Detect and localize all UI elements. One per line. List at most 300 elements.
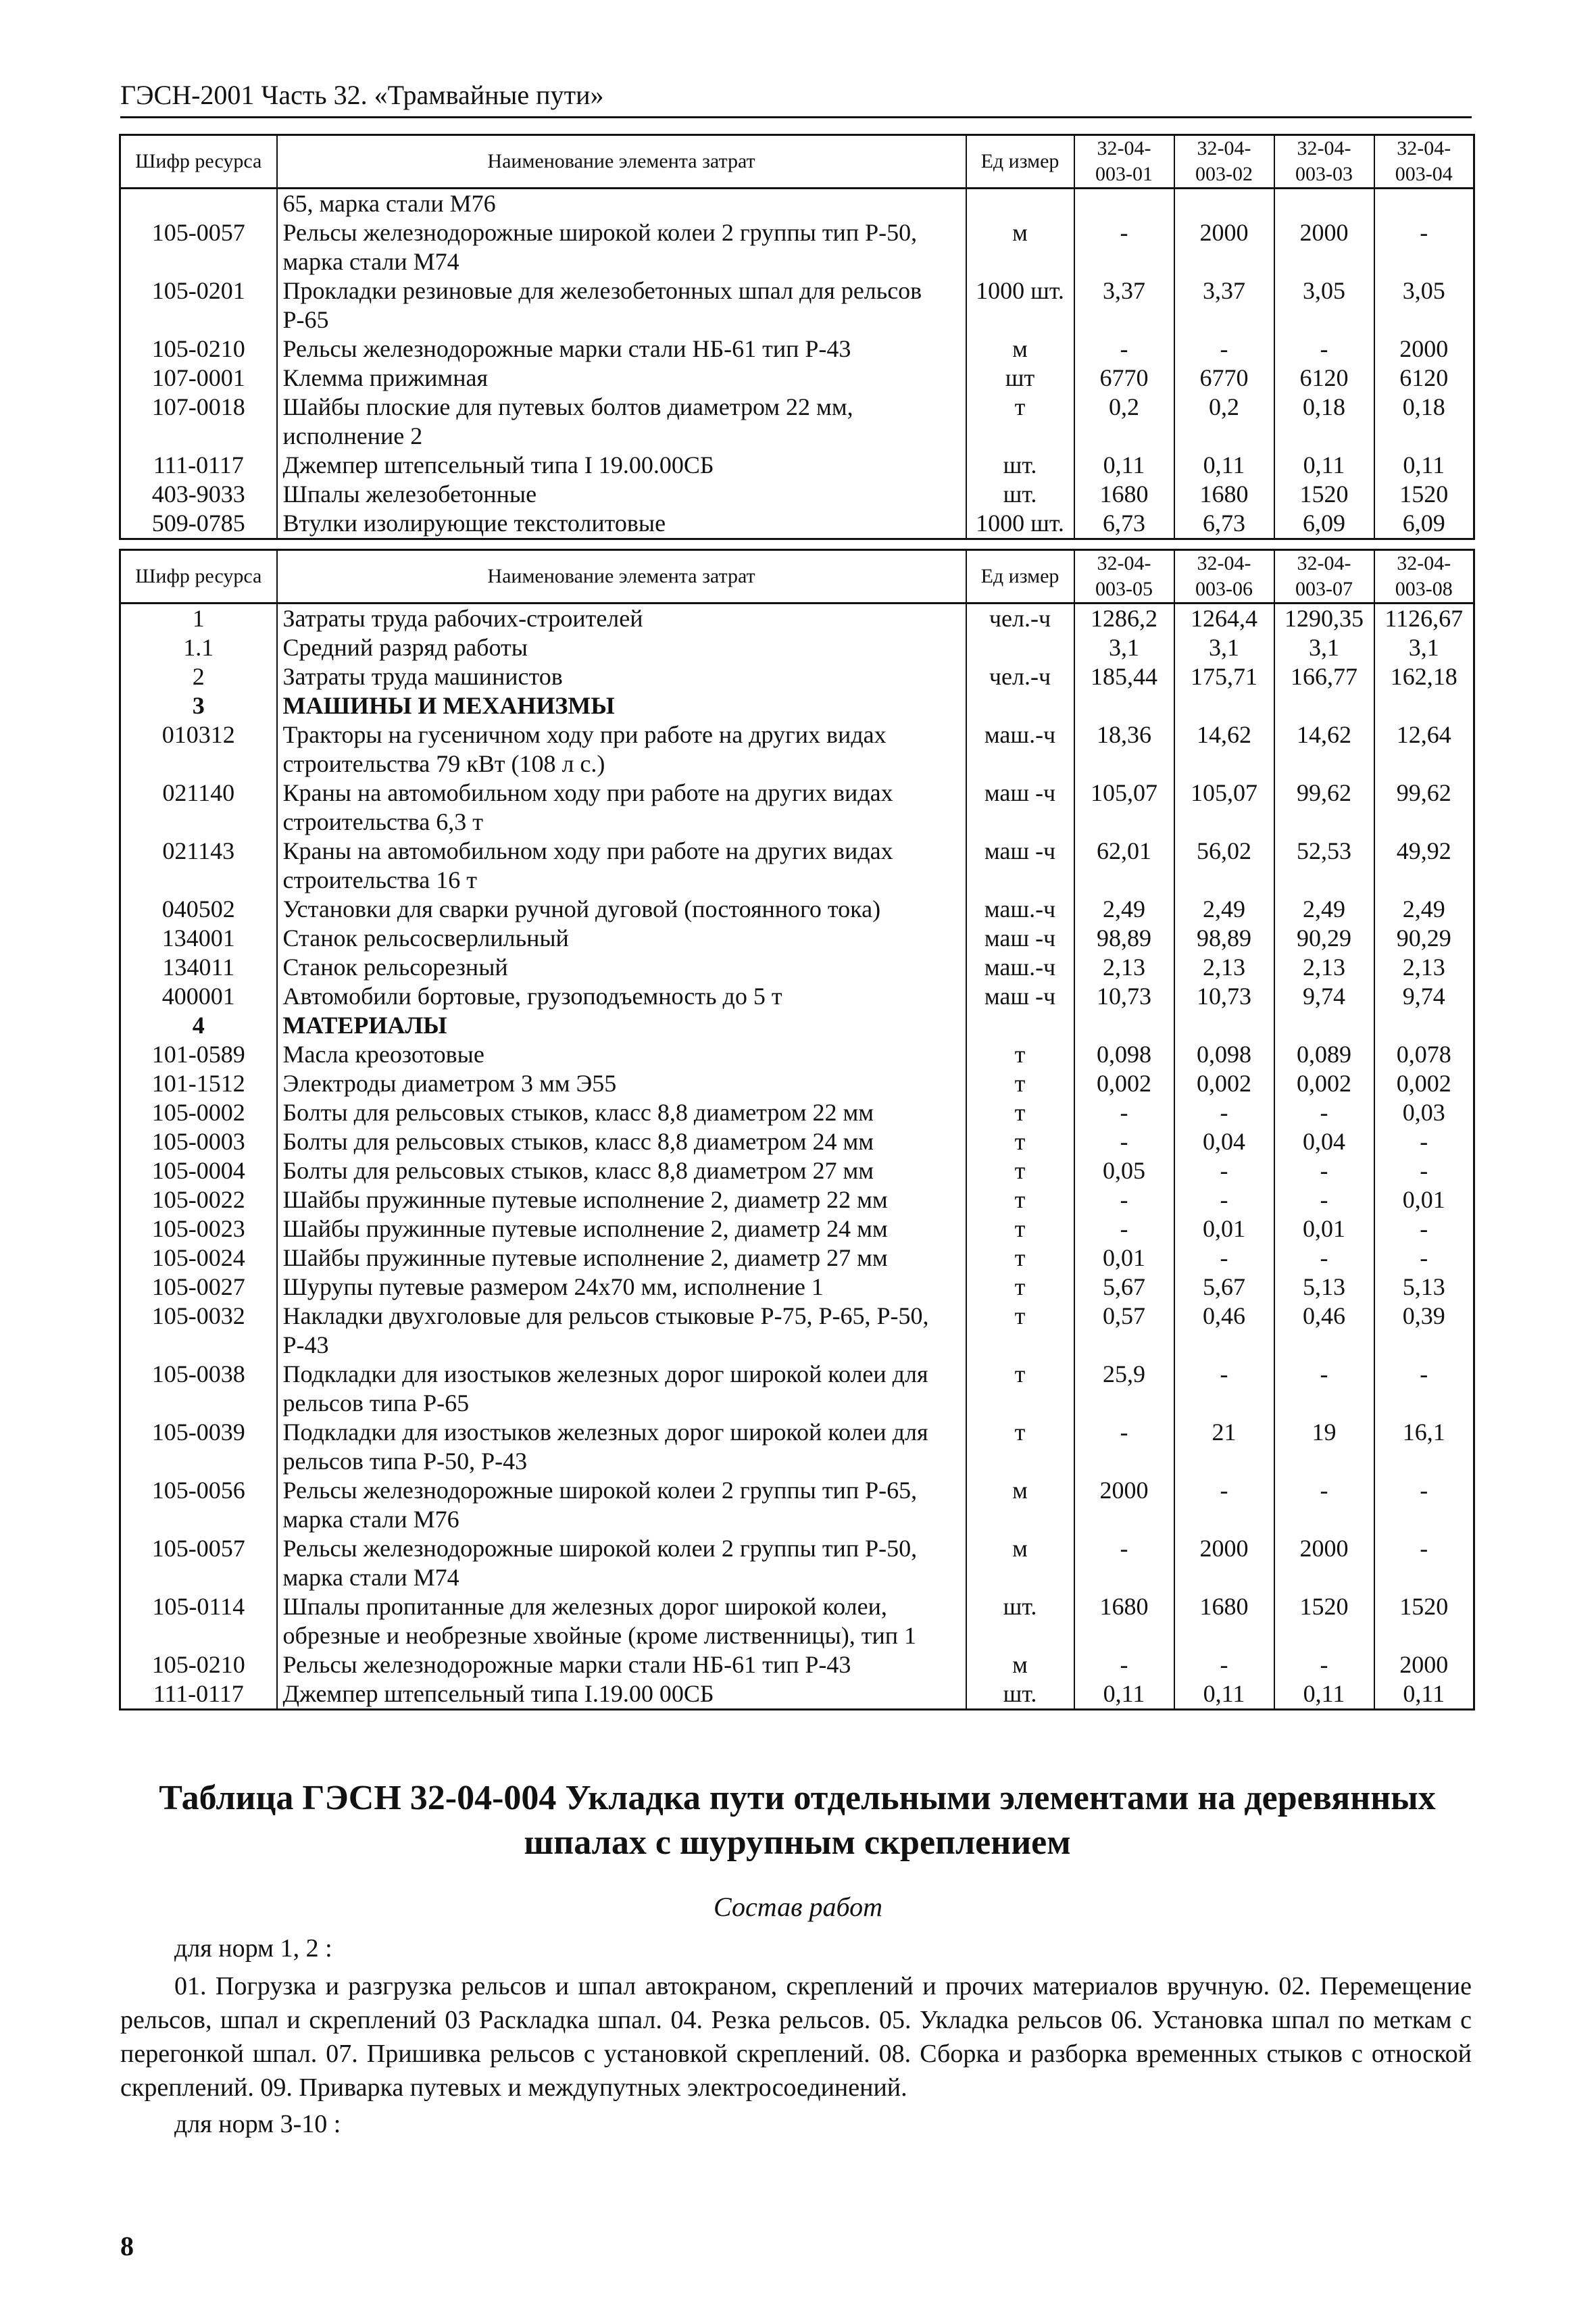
table-row <box>120 1273 1474 1302</box>
norm-value: 0,46 <box>1274 1302 1374 1360</box>
table-row <box>120 451 1474 480</box>
norm-value: 1290,35 <box>1274 604 1374 634</box>
norm-value: - <box>1074 1534 1174 1592</box>
norm-value: 49,92 <box>1374 837 1474 895</box>
norm-value: 3,1 <box>1074 633 1174 662</box>
table-body <box>120 189 1474 539</box>
norm-value: 6120 <box>1374 364 1474 393</box>
norm-value: 0,57 <box>1074 1302 1174 1360</box>
norm-value: 0,18 <box>1374 393 1474 451</box>
col-header-name: Наименование элемента затрат <box>277 550 966 604</box>
resource-code: 021143 <box>120 837 277 895</box>
unit-cell: шт. <box>966 1592 1074 1650</box>
resource-code: 105-0057 <box>120 218 277 276</box>
norm-value: 0,11 <box>1374 1679 1474 1710</box>
norm-value: - <box>1274 335 1374 364</box>
table-row <box>120 276 1474 335</box>
resource-name: Джемпер штепсельный типа I.19.00 00СБ <box>277 1679 966 1710</box>
norm-value: 2,13 <box>1074 953 1174 982</box>
resource-name: Подкладки для изостыков железных дорог широкой колеи для рельсов типа Р-65 <box>277 1360 966 1418</box>
resource-name: Затраты труда рабочих-строителей <box>277 604 966 634</box>
resource-code: 105-0201 <box>120 276 277 335</box>
resource-code: 1 <box>120 604 277 634</box>
norm-value: - <box>1074 1185 1174 1214</box>
unit-cell: шт <box>966 364 1074 393</box>
resource-code: 111-0117 <box>120 1679 277 1710</box>
resource-name: Рельсы железнодорожные марки стали НБ-61 тип Р-43 <box>277 335 966 364</box>
resource-code: 403-9033 <box>120 480 277 509</box>
resource-code: 105-0210 <box>120 335 277 364</box>
norm-value: 56,02 <box>1174 837 1274 895</box>
resource-name: Краны на автомобильном ходу при работе на других видах строительства 6,3 т <box>277 779 966 837</box>
table-row <box>120 1214 1474 1244</box>
norm-value: 2,13 <box>1274 953 1374 982</box>
resource-name: Шайбы плоские для путевых болтов диаметром 22 мм, исполнение 2 <box>277 393 966 451</box>
table-row <box>120 953 1474 982</box>
table-row <box>120 1302 1474 1360</box>
unit-cell <box>966 691 1074 720</box>
norm-value: - <box>1374 1534 1474 1592</box>
norm-value: 6,73 <box>1174 509 1274 539</box>
unit-cell: т <box>966 1040 1074 1069</box>
table-row <box>120 1127 1474 1156</box>
resource-code: 2 <box>120 662 277 691</box>
norm-value: - <box>1274 1650 1374 1679</box>
resource-code: 509-0785 <box>120 509 277 539</box>
norm-value: 0,11 <box>1074 1679 1174 1710</box>
col-header-norm: 32-04- 003-01 <box>1074 135 1174 189</box>
norm-value: 90,29 <box>1374 924 1474 953</box>
resource-code: 3 <box>120 691 277 720</box>
norm-value: 10,73 <box>1074 982 1174 1011</box>
table-row <box>120 982 1474 1011</box>
norm-value: 6770 <box>1174 364 1274 393</box>
resource-code: 4 <box>120 1011 277 1040</box>
norm-value: 5,67 <box>1074 1273 1174 1302</box>
norm-value: - <box>1074 1098 1174 1127</box>
norm-value: - <box>1374 1127 1474 1156</box>
col-header-code: Шифр ресурса <box>120 550 277 604</box>
resource-code: 105-0039 <box>120 1418 277 1476</box>
norm-value: 2000 <box>1274 1534 1374 1592</box>
norm-value: - <box>1174 1244 1274 1273</box>
resource-code: 105-0114 <box>120 1592 277 1650</box>
norm-value <box>1374 189 1474 219</box>
table-title: Таблица ГЭСН 32-04-004 Укладка пути отдельными элементами на деревянных шпалах с шурупным скреплением <box>159 1779 1436 1862</box>
unit-cell: т <box>966 1244 1074 1273</box>
norm-value: 2000 <box>1374 335 1474 364</box>
resource-code: 107-0018 <box>120 393 277 451</box>
norm-value <box>1274 189 1374 219</box>
norm-value: 0,098 <box>1174 1040 1274 1069</box>
norm-value: 6770 <box>1074 364 1174 393</box>
norm-value: - <box>1174 1360 1274 1418</box>
norm-value: - <box>1174 1098 1274 1127</box>
resource-name: Втулки изолирующие текстолитовые <box>277 509 966 539</box>
norm-value: - <box>1174 1156 1274 1185</box>
table-row <box>120 1011 1474 1040</box>
resource-code: 101-1512 <box>120 1069 277 1098</box>
table-row <box>120 779 1474 837</box>
norm-value: 12,64 <box>1374 720 1474 779</box>
resource-name: Установки для сварки ручной дуговой (постоянного тока) <box>277 895 966 924</box>
table-row <box>120 924 1474 953</box>
unit-cell: 1000 шт. <box>966 509 1074 539</box>
resource-code: 111-0117 <box>120 451 277 480</box>
norm-value: - <box>1374 1214 1474 1244</box>
unit-cell: т <box>966 1418 1074 1476</box>
table-row <box>120 1185 1474 1214</box>
norm-value: 3,05 <box>1274 276 1374 335</box>
norm-value: 0,11 <box>1174 1679 1274 1710</box>
norm-value: 3,1 <box>1374 633 1474 662</box>
norm-value: - <box>1074 1127 1174 1156</box>
resource-name: Прокладки резиновые для железобетонных шпал для рельсов Р-65 <box>277 276 966 335</box>
resource-code: 105-0032 <box>120 1302 277 1360</box>
unit-cell: т <box>966 1156 1074 1185</box>
resource-name: Станок рельсорезный <box>277 953 966 982</box>
resource-name: Накладки двухголовые для рельсов стыковые Р-75, Р-65, Р-50, Р-43 <box>277 1302 966 1360</box>
unit-cell: маш -ч <box>966 779 1074 837</box>
norm-value: 10,73 <box>1174 982 1274 1011</box>
norm-value: 1680 <box>1174 1592 1274 1650</box>
norm-value: 1264,4 <box>1174 604 1274 634</box>
col-header-name: Наименование элемента затрат <box>277 135 966 189</box>
resource-name: Болты для рельсовых стыков, класс 8,8 диаметром 27 мм <box>277 1156 966 1185</box>
resource-code: 105-0002 <box>120 1098 277 1127</box>
unit-cell: маш -ч <box>966 837 1074 895</box>
norm-value: - <box>1274 1185 1374 1214</box>
norm-value: - <box>1074 1214 1174 1244</box>
resource-name: Средний разряд работы <box>277 633 966 662</box>
norm-value: 6,09 <box>1274 509 1374 539</box>
norm-value: 162,18 <box>1374 662 1474 691</box>
norm-value: - <box>1274 1156 1374 1185</box>
resource-name: Масла креозотовые <box>277 1040 966 1069</box>
resource-name: Рельсы железнодорожные широкой колеи 2 группы тип Р-50, марка стали М74 <box>277 218 966 276</box>
unit-cell: т <box>966 393 1074 451</box>
norm-value: 9,74 <box>1374 982 1474 1011</box>
norm-value: 19 <box>1274 1418 1374 1476</box>
norm-value: 2,49 <box>1274 895 1374 924</box>
resource-code: 040502 <box>120 895 277 924</box>
norm-value: 2000 <box>1174 218 1274 276</box>
resource-code: 105-0038 <box>120 1360 277 1418</box>
works-composition-title: Состав работ <box>714 1892 882 1922</box>
col-header-unit: Ед измер <box>966 550 1074 604</box>
norm-value: 1520 <box>1274 1592 1374 1650</box>
norm-value: 25,9 <box>1074 1360 1174 1418</box>
resource-name: Клемма прижимная <box>277 364 966 393</box>
norm-value: 0,11 <box>1274 451 1374 480</box>
resource-code <box>120 189 277 219</box>
resource-name: Болты для рельсовых стыков, класс 8,8 диаметром 22 мм <box>277 1098 966 1127</box>
table-row <box>120 393 1474 451</box>
unit-cell: маш -ч <box>966 982 1074 1011</box>
table-row <box>120 1679 1474 1710</box>
resource-code: 105-0024 <box>120 1244 277 1273</box>
norm-value: 0,002 <box>1074 1069 1174 1098</box>
table-header <box>120 135 1474 189</box>
norm-value: 175,71 <box>1174 662 1274 691</box>
unit-cell: чел.-ч <box>966 604 1074 634</box>
resource-name: Шайбы пружинные путевые исполнение 2, диаметр 22 мм <box>277 1185 966 1214</box>
norm-value: 0,11 <box>1174 451 1274 480</box>
resource-name: Болты для рельсовых стыков, класс 8,8 диаметром 24 мм <box>277 1127 966 1156</box>
unit-cell: м <box>966 1534 1074 1592</box>
resource-name: МАШИНЫ И МЕХАНИЗМЫ <box>277 691 966 720</box>
table-row <box>120 189 1474 219</box>
norm-value: 98,89 <box>1174 924 1274 953</box>
norm-value: 6,73 <box>1074 509 1174 539</box>
norm-value: 1126,67 <box>1374 604 1474 634</box>
norm-value <box>1374 691 1474 720</box>
table-row <box>120 691 1474 720</box>
resource-name: Шпалы пропитанные для железных дорог широкой колеи, обрезные и необрезные хвойные (кроме лиственницы), тип 1 <box>277 1592 966 1650</box>
norm-value: 0,002 <box>1374 1069 1474 1098</box>
norm-value: - <box>1374 1156 1474 1185</box>
norm-value: 0,11 <box>1374 451 1474 480</box>
unit-cell: м <box>966 335 1074 364</box>
norm-value <box>1274 1011 1374 1040</box>
unit-cell: т <box>966 1185 1074 1214</box>
col-header-code: Шифр ресурса <box>120 135 277 189</box>
norm-value <box>1274 691 1374 720</box>
unit-cell <box>966 633 1074 662</box>
norm-value: 99,62 <box>1274 779 1374 837</box>
table-row <box>120 1098 1474 1127</box>
norm-value: 2,49 <box>1074 895 1174 924</box>
norm-value: - <box>1274 1098 1374 1127</box>
norm-value: 0,2 <box>1074 393 1174 451</box>
resource-name: Шайбы пружинные путевые исполнение 2, диаметр 24 мм <box>277 1214 966 1244</box>
table-row <box>120 1476 1474 1534</box>
resource-name: Подкладки для изостыков железных дорог широкой колеи для рельсов типа Р-50, Р-43 <box>277 1418 966 1476</box>
norm-value: - <box>1374 1360 1474 1418</box>
page-number: 8 <box>120 2231 134 2261</box>
norm-label-1-2: для норм 1, 2 : <box>174 1934 332 1963</box>
norm-value: 0,098 <box>1074 1040 1174 1069</box>
col-header-norm: 32-04- 003-08 <box>1374 550 1474 604</box>
table-row <box>120 895 1474 924</box>
norm-value: 105,07 <box>1074 779 1174 837</box>
resource-table-2 <box>119 549 1475 1710</box>
norm-label-3-10: для норм 3-10 : <box>174 2110 341 2138</box>
norm-value: 0,18 <box>1274 393 1374 451</box>
resource-code: 400001 <box>120 982 277 1011</box>
norm-value: 1680 <box>1174 480 1274 509</box>
norm-value: - <box>1174 1185 1274 1214</box>
norm-value: 2000 <box>1374 1650 1474 1679</box>
norm-value: 14,62 <box>1274 720 1374 779</box>
resource-code: 101-0589 <box>120 1040 277 1069</box>
norm-value: 0,46 <box>1174 1302 1274 1360</box>
norm-value: 166,77 <box>1274 662 1374 691</box>
norm-value <box>1174 691 1274 720</box>
table-header <box>120 550 1474 604</box>
col-header-norm: 32-04- 003-02 <box>1174 135 1274 189</box>
resource-code: 107-0001 <box>120 364 277 393</box>
norm-value: 3,37 <box>1174 276 1274 335</box>
norm-value: 5,13 <box>1374 1273 1474 1302</box>
resource-code: 021140 <box>120 779 277 837</box>
norm-value <box>1174 189 1274 219</box>
table-row <box>120 1534 1474 1592</box>
norm-value: - <box>1174 1650 1274 1679</box>
unit-cell: м <box>966 1476 1074 1534</box>
norm-value: 52,53 <box>1274 837 1374 895</box>
norm-value <box>1074 1011 1174 1040</box>
resource-code: 105-0027 <box>120 1273 277 1302</box>
resource-name: Электроды диаметром 3 мм Э55 <box>277 1069 966 1098</box>
norm-value: 1520 <box>1374 1592 1474 1650</box>
resource-code: 010312 <box>120 720 277 779</box>
resource-name: Шурупы путевые размером 24х70 мм, исполнение 1 <box>277 1273 966 1302</box>
resource-name: Автомобили бортовые, грузоподъемность до 5 т <box>277 982 966 1011</box>
table-row <box>120 335 1474 364</box>
norm-value: 1680 <box>1074 480 1174 509</box>
unit-cell: маш -ч <box>966 924 1074 953</box>
norm-value: 105,07 <box>1174 779 1274 837</box>
norm-value: 3,1 <box>1274 633 1374 662</box>
norm-value: 0,01 <box>1074 1244 1174 1273</box>
unit-cell: чел.-ч <box>966 662 1074 691</box>
norm-value: 0,39 <box>1374 1302 1474 1360</box>
unit-cell: т <box>966 1302 1074 1360</box>
table-row <box>120 720 1474 779</box>
norm-value: 0,01 <box>1174 1214 1274 1244</box>
unit-cell: т <box>966 1069 1074 1098</box>
norm-value: 0,078 <box>1374 1040 1474 1069</box>
norm-value: 18,36 <box>1074 720 1174 779</box>
norm-value: 5,67 <box>1174 1273 1274 1302</box>
norm-value: - <box>1074 1418 1174 1476</box>
col-header-norm: 32-04- 003-07 <box>1274 550 1374 604</box>
resource-name: Станок рельсосверлильный <box>277 924 966 953</box>
unit-cell: маш.-ч <box>966 720 1074 779</box>
norm-value: 1286,2 <box>1074 604 1174 634</box>
norm-value: - <box>1374 1244 1474 1273</box>
norm-value: 2000 <box>1274 218 1374 276</box>
norm-value: 3,37 <box>1074 276 1174 335</box>
resource-code: 134001 <box>120 924 277 953</box>
table-row <box>120 837 1474 895</box>
resource-code: 105-0056 <box>120 1476 277 1534</box>
norm-value: 0,2 <box>1174 393 1274 451</box>
unit-cell: т <box>966 1273 1074 1302</box>
unit-cell: маш.-ч <box>966 895 1074 924</box>
table-row <box>120 604 1474 634</box>
norm-value: 0,11 <box>1274 1679 1374 1710</box>
norm-value: - <box>1074 335 1174 364</box>
unit-cell <box>966 189 1074 219</box>
norm-value: 5,13 <box>1274 1273 1374 1302</box>
norm-value: - <box>1274 1360 1374 1418</box>
norm-value: 2,13 <box>1374 953 1474 982</box>
norm-value: 1680 <box>1074 1592 1174 1650</box>
norm-value: 62,01 <box>1074 837 1174 895</box>
table-row <box>120 1069 1474 1098</box>
norm-value <box>1174 1011 1274 1040</box>
resource-code: 105-0003 <box>120 1127 277 1156</box>
norm-value: 2000 <box>1174 1534 1274 1592</box>
norm-value: 0,01 <box>1374 1185 1474 1214</box>
norm-value: 6120 <box>1274 364 1374 393</box>
resource-name: МАТЕРИАЛЫ <box>277 1011 966 1040</box>
resource-code: 105-0057 <box>120 1534 277 1592</box>
norm-value: 9,74 <box>1274 982 1374 1011</box>
norm-value: - <box>1374 218 1474 276</box>
table-row <box>120 1650 1474 1679</box>
norm-value: 90,29 <box>1274 924 1374 953</box>
table-row <box>120 1592 1474 1650</box>
norm-value: 14,62 <box>1174 720 1274 779</box>
table-row <box>120 509 1474 539</box>
norm-value: 2000 <box>1074 1476 1174 1534</box>
resource-name: Шпалы железобетонные <box>277 480 966 509</box>
norm-value: - <box>1174 335 1274 364</box>
norm-value: 16,1 <box>1374 1418 1474 1476</box>
table-row <box>120 218 1474 276</box>
norm-value: 99,62 <box>1374 779 1474 837</box>
table-row <box>120 1360 1474 1418</box>
unit-cell: шт. <box>966 451 1074 480</box>
norm-value: 98,89 <box>1074 924 1174 953</box>
norm-value: 21 <box>1174 1418 1274 1476</box>
norm-value: 3,05 <box>1374 276 1474 335</box>
norm-value: 0,01 <box>1274 1214 1374 1244</box>
resource-table-1 <box>119 134 1475 540</box>
unit-cell: маш.-ч <box>966 953 1074 982</box>
norm-value: 0,04 <box>1174 1127 1274 1156</box>
col-header-norm: 32-04- 003-06 <box>1174 550 1274 604</box>
norm-value: 3,1 <box>1174 633 1274 662</box>
resource-code: 134011 <box>120 953 277 982</box>
norm-value: 2,49 <box>1374 895 1474 924</box>
norm-value: 0,002 <box>1274 1069 1374 1098</box>
table-row <box>120 633 1474 662</box>
norm-value: 0,04 <box>1274 1127 1374 1156</box>
norm-value: - <box>1174 1476 1274 1534</box>
table-row <box>120 1418 1474 1476</box>
norm-value: 6,09 <box>1374 509 1474 539</box>
norm-value: 1520 <box>1374 480 1474 509</box>
unit-cell: 1000 шт. <box>966 276 1074 335</box>
norm-value: - <box>1074 1650 1174 1679</box>
page-header: ГЭСН-2001 Часть 32. «Трамвайные пути» <box>120 80 1472 118</box>
unit-cell: т <box>966 1214 1074 1244</box>
resource-code: 105-0210 <box>120 1650 277 1679</box>
resource-name: Затраты труда машинистов <box>277 662 966 691</box>
unit-cell: т <box>966 1360 1074 1418</box>
table-row <box>120 1156 1474 1185</box>
norm-value: - <box>1374 1476 1474 1534</box>
unit-cell <box>966 1011 1074 1040</box>
resource-code: 105-0022 <box>120 1185 277 1214</box>
col-header-norm: 32-04- 003-04 <box>1374 135 1474 189</box>
resource-name: Шайбы пружинные путевые исполнение 2, диаметр 27 мм <box>277 1244 966 1273</box>
norm-value: - <box>1074 218 1174 276</box>
unit-cell: м <box>966 218 1074 276</box>
norm-value <box>1074 691 1174 720</box>
norm-value: 2,13 <box>1174 953 1274 982</box>
norm-value: 0,05 <box>1074 1156 1174 1185</box>
table-row <box>120 662 1474 691</box>
unit-cell: м <box>966 1650 1074 1679</box>
norm-value: 185,44 <box>1074 662 1174 691</box>
table-row <box>120 364 1474 393</box>
norm-value: - <box>1274 1476 1374 1534</box>
